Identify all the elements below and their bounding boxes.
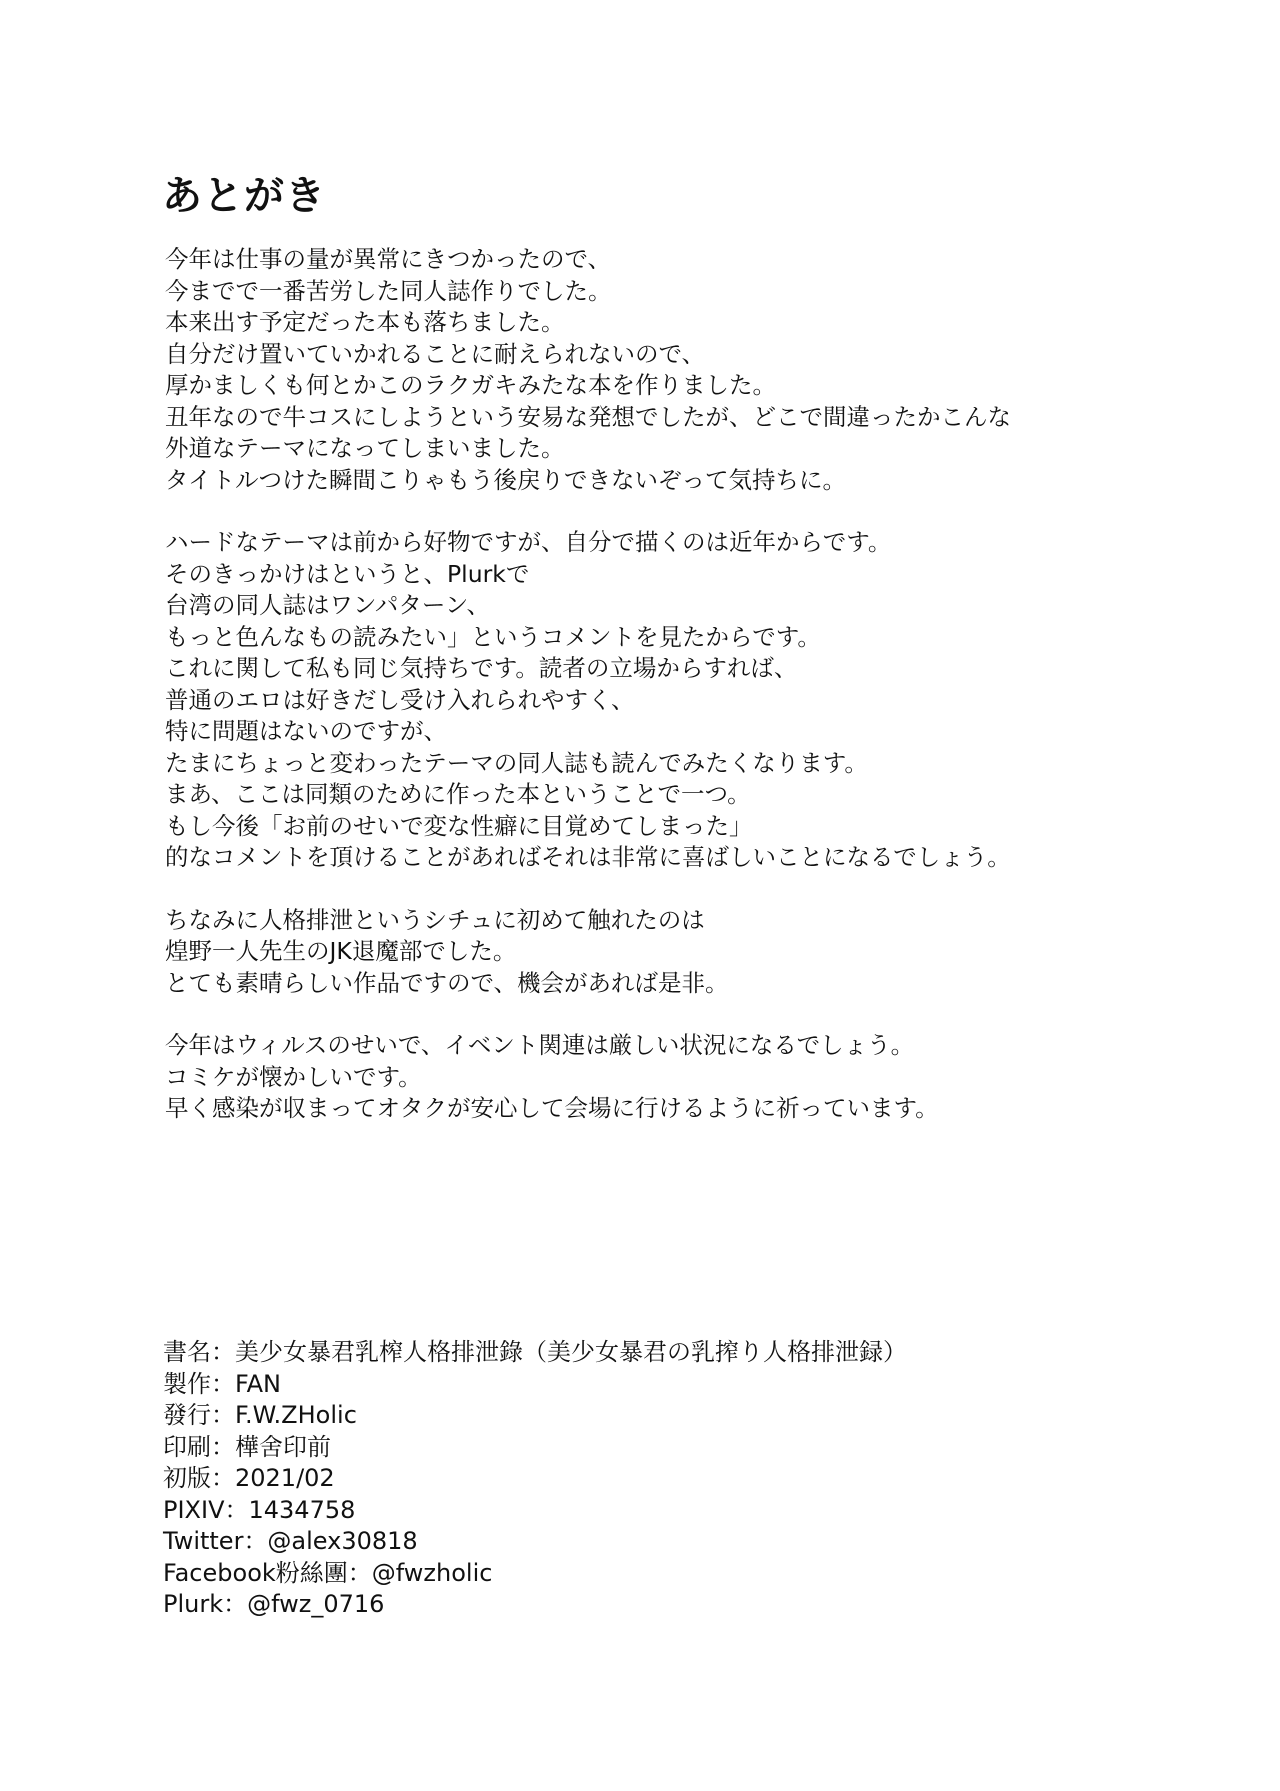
text-line: もし今後「お前のせいで変な性癖に目覚めてしまった」 xyxy=(165,811,753,840)
colophon-first-edition: 初版：2021/02 xyxy=(163,1464,335,1492)
text-line: ちなみに人格排泄というシチュに初めて触れたのは xyxy=(165,905,705,934)
text-line: もっと色んなもの読みたい」というコメントを見たからです。 xyxy=(165,622,821,651)
text-line: そのきっかけはというと、Plurkで xyxy=(165,559,530,588)
text-line: 煌野一人先生のJK退魔部でした。 xyxy=(165,937,517,965)
colophon xyxy=(163,1337,1163,1621)
text-line: 普通のエロは好きだし受け入れられやすく、 xyxy=(165,685,635,714)
text-line: とても素晴らしい作品ですので、機会があれば是非。 xyxy=(165,968,729,997)
colophon-twitter: Twitter：@alex30818 xyxy=(163,1527,418,1555)
text-line: 今年は仕事の量が異常にきつかったので、 xyxy=(165,245,612,273)
colophon-publisher: 發行：F.W.ZHolic xyxy=(163,1401,357,1429)
afterword-body xyxy=(165,244,1165,1156)
text-line: 本来出す予定だった本も落ちました。 xyxy=(165,308,565,336)
paragraph-4 xyxy=(165,1030,1165,1125)
text-line: これに関して私も同じ気持ちです。読者の立場からすれば、 xyxy=(165,654,798,682)
colophon-facebook: Facebook粉絲團：@fwzholic xyxy=(163,1558,493,1587)
text-line: 特に問題はないのですが、 xyxy=(165,717,447,745)
colophon-pixiv: PIXIV：1434758 xyxy=(163,1495,356,1524)
paragraph-2 xyxy=(165,527,1165,874)
text-line: 丑年なので牛コスにしようという安易な発想でしたが、どこで間違ったかこんな xyxy=(165,402,1011,431)
text-line: まあ、ここは同類のために作った本ということで一つ。 xyxy=(165,780,751,808)
text-line: 今年はウィルスのせいで、イベント関連は厳しい状況になるでしょう。 xyxy=(165,1031,915,1059)
text-line: 的なコメントを頂けることがあればそれは非常に喜ばしいことになるでしょう。 xyxy=(165,843,1011,871)
text-line: 今までで一番苦労した同人誌作りでした。 xyxy=(165,276,612,305)
text-line: ハードなテーマは前から好物ですが、自分で描くのは近年からです。 xyxy=(165,528,892,556)
paragraph-1 xyxy=(165,244,1165,496)
text-line: 外道なテーマになってしまいました。 xyxy=(165,434,565,462)
text-line: 自分だけ置いていかれることに耐えられないので、 xyxy=(165,339,706,368)
page-title: あとがき xyxy=(162,173,326,219)
text-line: 厚かましくも何とかこのラクガキみたな本を作りました。 xyxy=(165,371,776,399)
colophon-plurk: Plurk：@fwz_0716 xyxy=(163,1590,385,1618)
text-line: タイトルつけた瞬間こりゃもう後戻りできないぞって気持ちに。 xyxy=(165,465,847,494)
colophon-printer: 印刷：樺舍印前 xyxy=(163,1432,331,1461)
text-line: 台湾の同人誌はワンパターン、 xyxy=(165,591,491,619)
colophon-author: 製作：FAN xyxy=(163,1369,281,1398)
text-line: コミケが懐かしいです。 xyxy=(165,1062,422,1091)
colophon-title: 書名：美少女暴君乳榨人格排泄錄（美少女暴君の乳搾り人格排泄録） xyxy=(163,1338,907,1366)
paragraph-3 xyxy=(165,905,1165,1000)
text-line: 早く感染が収まってオタクが安心して会場に行けるように祈っています。 xyxy=(165,1094,939,1122)
text-line: たまにちょっと変わったテーマの同人誌も読んでみたくなります。 xyxy=(165,748,868,777)
